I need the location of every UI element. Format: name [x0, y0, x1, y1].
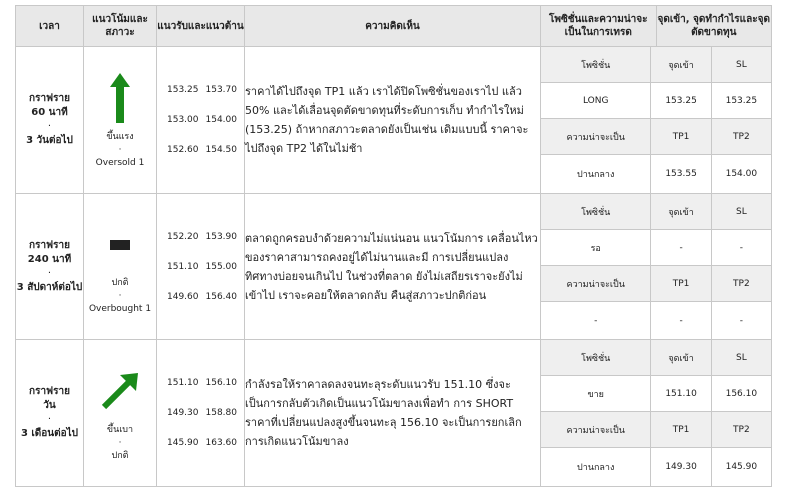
trade-grid-cell-value: จุดเข้า — [651, 340, 711, 376]
levels-cell — [157, 340, 245, 487]
trade-grid-cell-value: โพซิชั่น — [541, 340, 651, 376]
trade-grid-cell — [541, 340, 772, 487]
level-pair — [157, 428, 244, 458]
level-pair — [157, 105, 244, 135]
time-line1: กราฟราย — [29, 93, 70, 104]
trade-grid-cell-value: SL — [711, 47, 771, 83]
trend-label: ปกติ — [111, 278, 129, 288]
trend-dot: · — [118, 437, 122, 448]
trade-grid-cell-value: - — [651, 230, 711, 266]
trade-grid — [541, 194, 771, 339]
trend-cell — [84, 47, 157, 194]
trade-grid-cell-value: ปานกลาง — [541, 448, 651, 487]
header-position-cell — [541, 6, 772, 47]
table-row — [16, 340, 772, 487]
time-line3: 3 วันต่อไป — [26, 135, 73, 146]
table-row — [16, 194, 772, 340]
support-value: 152.20 — [167, 231, 199, 242]
time-cell — [16, 47, 84, 194]
comment-cell: ตลาดถูกครอบงำด้วยความไม่แน่นอน แนวโน้มการ เคลื่อนไหวของราคาสามารถคงอยู่ได้ไม่นานและมี การเปลี่ยนแปลงทิศทางบ่อยจนเกินไป ในช่วงที่ตลาด ยังไม่เสถียรเราจะยังไม่เข้าไป เราจะคอยให้ตลาดกลับ คืนสู่สภาวะปกติก่อน — [245, 194, 541, 340]
trade-grid-cell-value: SL — [711, 194, 771, 230]
resistance-value: 155.00 — [205, 261, 237, 272]
trade-grid-cell-value: 145.90 — [711, 448, 771, 487]
resistance-value: 158.80 — [205, 408, 237, 418]
time-line2: วัน — [43, 400, 56, 411]
header-comment: ความคิดเห็น — [245, 6, 541, 47]
trade-grid-cell-value: TP1 — [651, 119, 711, 155]
support-value: 149.30 — [167, 408, 199, 418]
signals-table — [15, 5, 772, 487]
trade-grid-cell-value: จุดเข้า — [651, 47, 711, 83]
support-value: 152.60 — [167, 145, 199, 155]
trade-grid-row — [541, 266, 771, 302]
trend-dot: · — [118, 144, 122, 155]
trend-state: Oversold 1 — [95, 157, 145, 168]
level-pair — [157, 398, 244, 428]
time-line2: 60 นาที — [31, 107, 68, 118]
levels-cell — [157, 47, 245, 194]
trade-grid-cell-value: - — [711, 230, 771, 266]
trade-grid-cell-value: TP2 — [711, 119, 771, 155]
trade-grid-cell-value: - — [711, 302, 771, 340]
trade-grid-cell-value: โพซิชั่น — [541, 194, 651, 230]
level-pair — [157, 135, 244, 165]
trade-grid-cell-value: ความน่าจะเป็น — [541, 119, 651, 155]
level-pair — [157, 368, 244, 398]
support-value: 153.00 — [167, 115, 199, 125]
header-time: เวลา — [16, 6, 84, 47]
trade-grid-row — [541, 412, 771, 448]
trade-grid — [541, 47, 771, 193]
trade-grid-cell-value: 153.25 — [711, 83, 771, 119]
trade-grid-cell-value: 154.00 — [711, 155, 771, 194]
trade-grid-cell-value: ความน่าจะเป็น — [541, 266, 651, 302]
trade-grid-cell-value: ปานกลาง — [541, 155, 651, 194]
level-pair — [157, 75, 244, 105]
support-value: 145.90 — [167, 438, 199, 448]
trend-label: ขึ้นแรง — [106, 131, 134, 142]
arrow-up-right-icon — [100, 371, 140, 416]
trend-cell — [84, 194, 157, 340]
time-cell — [16, 194, 84, 340]
trade-grid-row — [541, 230, 771, 266]
time-dot: · — [47, 121, 52, 132]
trade-grid-cell-value: TP2 — [711, 412, 771, 448]
trade-grid-cell — [541, 194, 772, 340]
resistance-value: 156.40 — [205, 291, 237, 302]
time-line1: กราฟราย — [29, 239, 70, 251]
trade-grid-cell-value: ขาย — [541, 376, 651, 412]
trade-grid-cell-value: 153.55 — [651, 155, 711, 194]
table-row — [16, 47, 772, 194]
time-line2: 240 นาที — [27, 253, 72, 265]
support-value: 151.10 — [167, 378, 199, 388]
trade-grid — [541, 340, 771, 486]
trend-state: ปกติ — [111, 450, 129, 461]
trade-grid-cell-value: โพซิชั่น — [541, 47, 651, 83]
time-line3: 3 สัปดาห์ต่อไป — [16, 281, 83, 293]
trade-grid-cell-value: รอ — [541, 230, 651, 266]
trade-grid-cell-value: 156.10 — [711, 376, 771, 412]
trade-grid-cell-value: 149.30 — [651, 448, 711, 487]
header-trend: แนวโน้มและสภาวะ — [84, 6, 157, 47]
support-value: 149.60 — [167, 291, 199, 302]
time-dot: · — [47, 414, 52, 425]
level-pair — [157, 222, 244, 252]
comment-cell: กำลังรอให้ราคาลดลงจนทะลุระดับแนวรับ 151.10 ซึ่งจะเป็นการกลับตัวเกิดเป็นแนวโน้มขาลงเพื่อทำ การ SHORT ราคาที่เปลี่ยนแปลงสูงขึ้นจนทะลุ 156.10 จะเป็นการยกเลิกการเกิดแนวโน้มขาลง — [245, 340, 541, 487]
trade-grid-row — [541, 155, 771, 194]
trend-state: Overbought 1 — [88, 304, 152, 314]
trade-grid-cell-value: 151.10 — [651, 376, 711, 412]
trade-grid-cell-value: SL — [711, 340, 771, 376]
resistance-value: 154.50 — [205, 145, 237, 155]
trade-grid-cell-value: - — [541, 302, 651, 340]
level-pair — [157, 282, 244, 312]
trade-grid-cell-value: 153.25 — [651, 83, 711, 119]
trade-grid-cell-value: TP1 — [651, 412, 711, 448]
trade-grid-row — [541, 119, 771, 155]
header-entry: จุดเข้า, จุดทำกำไรและจุดตัดขาดทุน — [656, 6, 771, 46]
trade-grid-cell-value: - — [651, 302, 711, 340]
trade-grid-row — [541, 340, 771, 376]
trade-grid-cell-value: ความน่าจะเป็น — [541, 412, 651, 448]
trade-grid-row — [541, 302, 771, 340]
time-line3: 3 เดือนต่อไป — [20, 428, 79, 439]
header-position: โพซิชั่นและความน่าจะเป็นในการเทรด — [541, 6, 656, 46]
resistance-value: 153.90 — [205, 231, 237, 242]
resistance-value: 153.70 — [205, 85, 237, 95]
trade-grid-cell-value: TP2 — [711, 266, 771, 302]
dash-icon — [110, 240, 130, 255]
trade-grid-cell-value: TP1 — [651, 266, 711, 302]
header-row — [16, 6, 772, 47]
time-cell — [16, 340, 84, 487]
arrow-up-icon — [110, 73, 130, 128]
trade-grid-row — [541, 376, 771, 412]
support-value: 153.25 — [167, 85, 199, 95]
trade-grid-row — [541, 83, 771, 119]
header-levels: แนวรับและแนวต้าน — [157, 6, 245, 47]
trend-dot: · — [118, 291, 122, 301]
support-value: 151.10 — [167, 261, 199, 272]
trade-grid-row — [541, 448, 771, 487]
resistance-value: 154.00 — [205, 115, 237, 125]
resistance-value: 156.10 — [205, 378, 237, 388]
time-line1: กราฟราย — [29, 386, 70, 397]
trade-grid-row — [541, 47, 771, 83]
level-pair — [157, 252, 244, 282]
resistance-value: 163.60 — [205, 438, 237, 448]
trade-grid-cell — [541, 47, 772, 194]
comment-cell: ราคาได้ไปถึงจุด TP1 แล้ว เราได้ปิดโพซิชั่นของเราไป แล้ว 50% และได้เลื่อนจุดตัดขาดทุนที่ระดับการเก็บ ทำกำไรใหม่ (153.25) ถ้าหากสภาวะตลาดยังเป็นเช่น เดิมแบบนี้ ราคาจะไปถึงจุด TP2 ได้ในไม่ช้า — [245, 47, 541, 194]
trend-label: ขึ้นเบา — [106, 424, 134, 435]
trend-cell — [84, 340, 157, 487]
levels-cell — [157, 194, 245, 340]
time-dot: · — [47, 267, 52, 279]
trade-grid-cell-value: LONG — [541, 83, 651, 119]
trade-grid-row — [541, 194, 771, 230]
trade-grid-cell-value: จุดเข้า — [651, 194, 711, 230]
